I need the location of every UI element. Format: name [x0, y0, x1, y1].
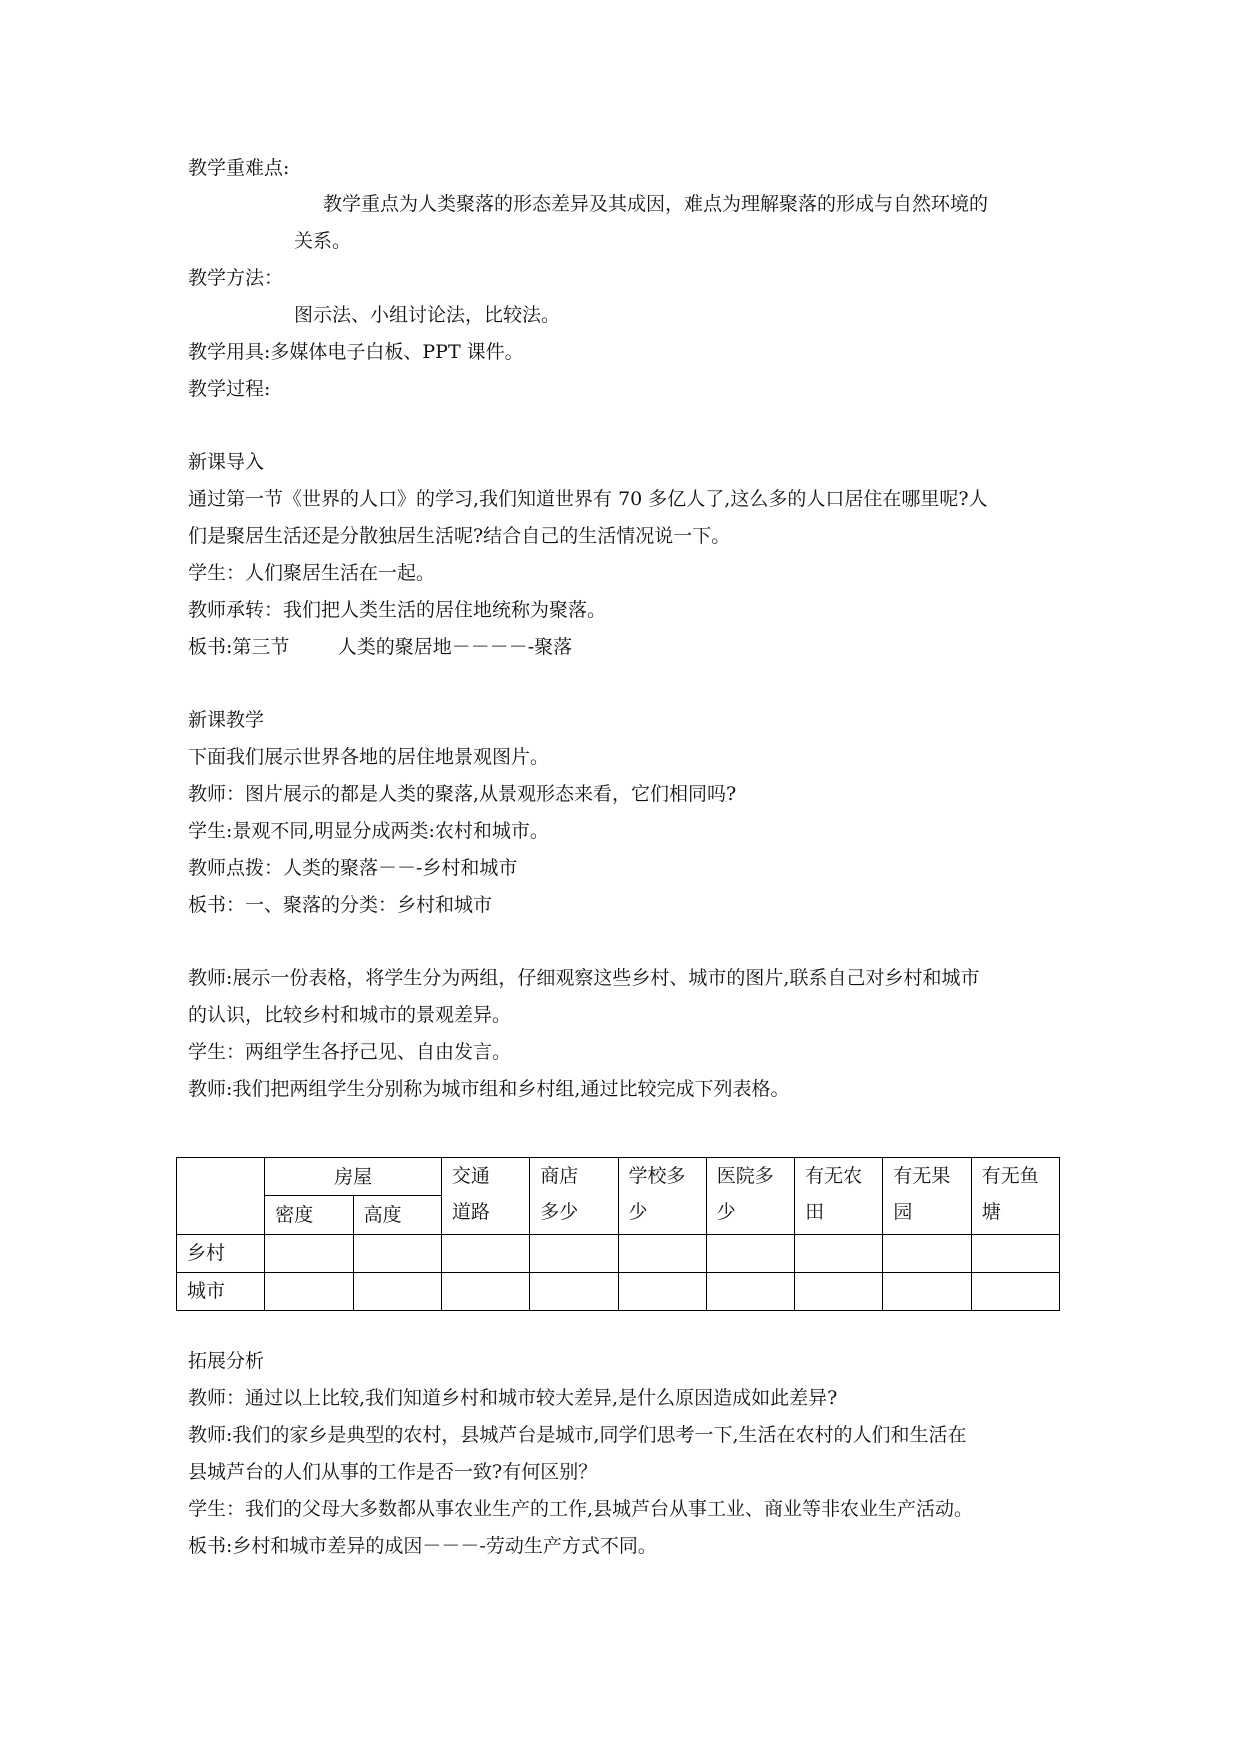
- header-col-7: [971, 1158, 1059, 1235]
- table-cell: [795, 1234, 883, 1272]
- table-cell: [706, 1234, 794, 1272]
- tools-line: 教学用具:多媒体电子白板、PPT 课件。: [188, 341, 524, 363]
- header-col-5-a: 有无农: [805, 1165, 863, 1187]
- key-points-line-1: 教学重点为人类聚落的形态差异及其成因，难点为理解聚落的形成与自然环境的: [323, 193, 989, 215]
- header-col-2: [530, 1158, 618, 1235]
- header-col-2-a: 商店: [540, 1165, 579, 1187]
- header-col-4-b: 少: [716, 1201, 736, 1223]
- teaching-p7: 学生：两组学生各抒己见、自由发言。: [188, 1041, 512, 1063]
- header-col-3-a: 学校多: [628, 1165, 686, 1187]
- table-cell: [883, 1234, 971, 1272]
- table-cell: [530, 1272, 618, 1310]
- process-heading: 教学过程:: [188, 378, 271, 400]
- table-corner: [177, 1158, 265, 1235]
- heading-methods: 教学方法：: [188, 267, 284, 289]
- table-cell: [441, 1272, 529, 1310]
- header-col-5-b: 田: [805, 1201, 825, 1223]
- header-col-7-a: 有无鱼: [981, 1165, 1039, 1187]
- header-height: 高度: [353, 1196, 441, 1234]
- table-cell: [353, 1272, 441, 1310]
- comparison-table: [176, 1157, 1060, 1311]
- intro-teacher: 教师承转：我们把人类生活的居住地统称为聚落。: [188, 599, 607, 621]
- table-cell: [883, 1272, 971, 1310]
- header-col-5: [795, 1158, 883, 1235]
- header-col-6: [883, 1158, 971, 1235]
- header-col-1: [441, 1158, 529, 1235]
- key-points-line-2: 关系。: [294, 230, 352, 252]
- header-col-4: [706, 1158, 794, 1235]
- teaching-title: 新课教学: [188, 709, 265, 731]
- table-cell: [265, 1272, 353, 1310]
- teaching-p6a: 教师:展示一份表格，将学生分为两组，仔细观察这些乡村、城市的图片,联系自己对乡村和城市: [188, 967, 980, 989]
- teaching-p6b: 的认识，比较乡村和城市的景观差异。: [188, 1004, 512, 1026]
- header-col-3-b: 少: [628, 1201, 648, 1223]
- teaching-p2: 教师：图片展示的都是人类的聚落,从景观形态来看，它们相同吗?: [188, 783, 737, 805]
- header-col-3: [618, 1158, 706, 1235]
- intro-title: 新课导入: [188, 451, 265, 473]
- teaching-p5: 板书：一、聚落的分类：乡村和城市: [188, 894, 493, 916]
- extend-p2b: 县城芦台的人们从事的工作是否一致?有何区别？: [188, 1461, 598, 1483]
- teaching-p1: 下面我们展示世界各地的居住地景观图片。: [188, 746, 550, 768]
- teaching-p4: 教师点拨：人类的聚落－－-乡村和城市: [188, 857, 518, 879]
- intro-student: 学生：人们聚居生活在一起。: [188, 562, 436, 584]
- table-cell: [530, 1234, 618, 1272]
- intro-paragraph-1a: 通过第一节《世界的人口》的学习,我们知道世界有 70 多亿人了,这么多的人口居住在哪里呢?人: [188, 488, 988, 510]
- header-col-7-b: 塘: [981, 1201, 1001, 1223]
- table-cell: [353, 1234, 441, 1272]
- extend-p1: 教师：通过以上比较,我们知道乡村和城市较大差异,是什么原因造成如此差异?: [188, 1387, 838, 1409]
- table-cell: [971, 1272, 1059, 1310]
- header-col-6-a: 有无果: [893, 1165, 951, 1187]
- table-cell: [971, 1234, 1059, 1272]
- intro-paragraph-1b: 们是聚居生活还是分散独居生活呢?结合自己的生活情况说一下。: [188, 525, 731, 547]
- table-cell: [618, 1272, 706, 1310]
- teaching-p8: 教师:我们把两组学生分别称为城市组和乡村组,通过比较完成下列表格。: [188, 1078, 790, 1100]
- table-cell: [265, 1234, 353, 1272]
- extend-p2a: 教师:我们的家乡是典型的农村，县城芦台是城市,同学们思考一下,生活在农村的人们和生活在: [188, 1424, 967, 1446]
- header-house: 房屋: [265, 1158, 442, 1196]
- teaching-p3: 学生:景观不同,明显分成两类:农村和城市。: [188, 820, 549, 842]
- intro-board: 板书:第三节 人类的聚居地－－－－-聚落: [188, 636, 573, 658]
- header-col-4-a: 医院多: [716, 1165, 774, 1187]
- table-cell: [706, 1272, 794, 1310]
- table-cell: [795, 1272, 883, 1310]
- header-col-1-a: 交通: [451, 1165, 490, 1187]
- methods-line: 图示法、小组讨论法，比较法。: [294, 304, 561, 326]
- extend-p4: 板书:乡村和城市差异的成因－－－-劳动生产方式不同。: [188, 1535, 657, 1557]
- extend-title: 拓展分析: [188, 1350, 265, 1372]
- heading-key-points: 教学重难点:: [188, 157, 290, 179]
- row-label-city: 城市: [177, 1272, 265, 1310]
- row-label-village: 乡村: [177, 1234, 265, 1272]
- header-col-2-b: 多少: [540, 1201, 579, 1223]
- header-col-1-b: 道路: [451, 1201, 490, 1223]
- table-cell: [618, 1234, 706, 1272]
- table-cell: [441, 1234, 529, 1272]
- header-col-6-b: 园: [893, 1201, 913, 1223]
- extend-p3: 学生：我们的父母大多数都从事农业生产的工作,县城芦台从事工业、商业等非农业生产活动。: [188, 1498, 974, 1520]
- header-density: 密度: [265, 1196, 353, 1234]
